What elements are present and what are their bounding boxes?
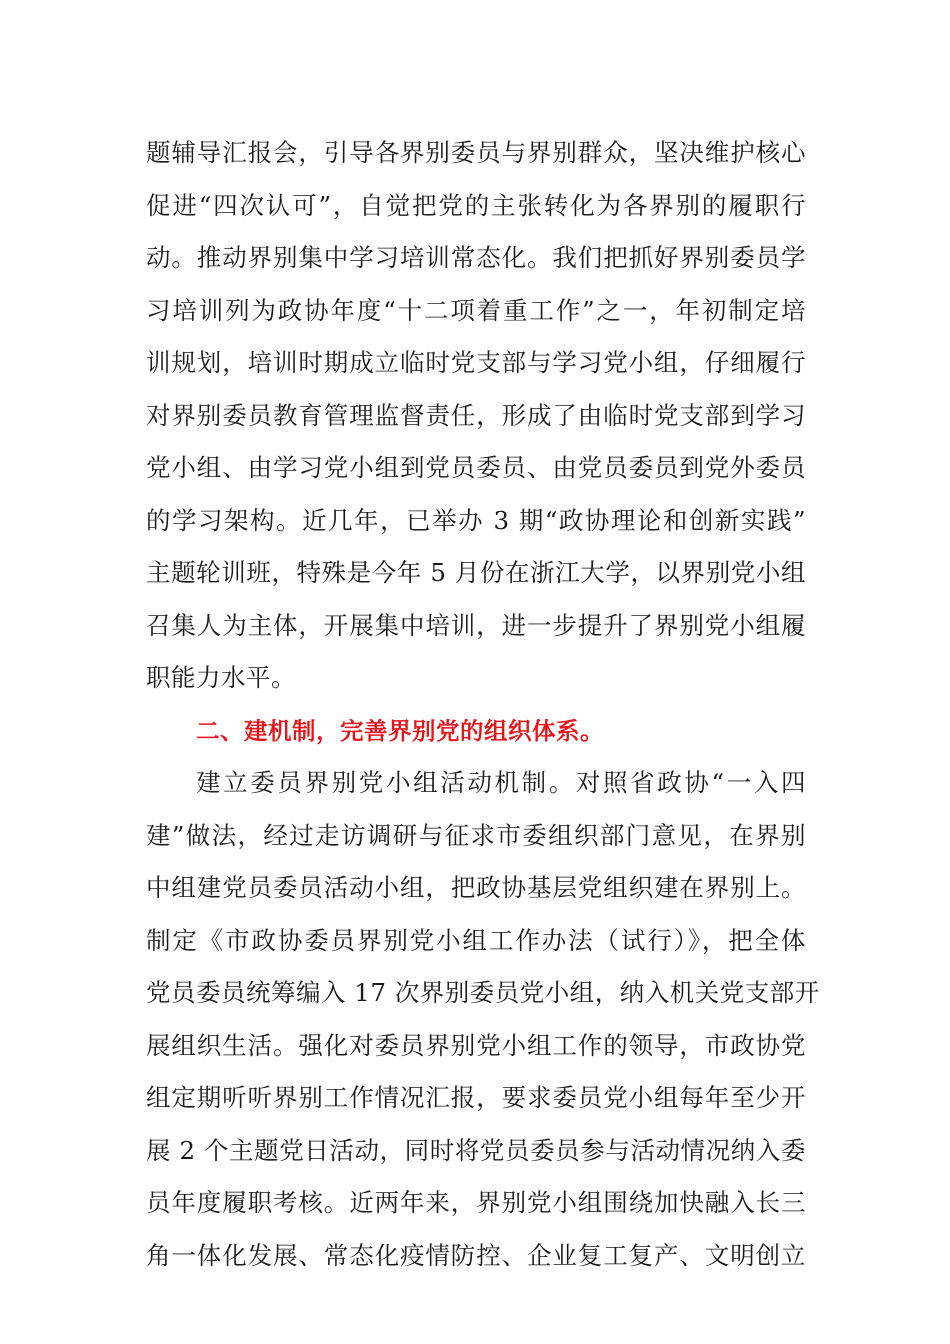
paragraph-2-line: 建”做法，经过走访调研与征求市委组织部门意见，在界别 [146, 820, 806, 850]
paragraph-2-line: 建立委员界别党小组活动机制。对照省政协“一入四 [196, 768, 806, 797]
paragraph-1-line: 题辅导汇报会，引导各界别委员与界别群众，坚决维护核心 [146, 138, 806, 167]
section-heading: 二、建机制，完善界别党的组织体系。 [196, 716, 604, 745]
paragraph-1-line: 召集人为主体，开展集中培训，进一步提升了界别党小组履 [146, 610, 806, 640]
paragraph-2-line: 制定《市政协委员界别党小组工作办法（试行）》，把全体 [146, 925, 806, 955]
paragraph-2-line: 展组织生活。强化对委员界别党小组工作的领导，市政协党 [146, 1030, 806, 1060]
paragraph-2-line: 角一体化发展、常态化疫情防控、企业复工复产、文明创立 [146, 1240, 806, 1270]
paragraph-1-line: 对界别委员教育管理监督责任，形成了由临时党支部到学习 [146, 400, 806, 430]
paragraph-2-line: 组定期听听界别工作情况汇报，要求委员党小组每年至少开 [146, 1083, 806, 1112]
paragraph-1-line: 的学习架构。近几年，已举办 3 期“政协理论和创新实践” [146, 505, 806, 535]
paragraph-1-line: 习培训列为政协年度“十二项着重工作”之一，年初制定培 [146, 295, 806, 325]
paragraph-1-line: 动。推动界别集中学习培训常态化。我们把抓好界别委员学 [146, 243, 806, 272]
paragraph-2-line: 党员委员统筹编入 17 次界别委员党小组，纳入机关党支部开 [146, 978, 820, 1007]
paragraph-1-line: 主题轮训班，特殊是今年 5 月份在浙江大学，以界别党小组 [146, 558, 806, 587]
document-body [146, 127, 820, 1282]
paragraph-2-line: 中组建党员委员活动小组，把政协基层党组织建在界别上。 [146, 873, 806, 902]
paragraph-2-line: 展 2 个主题党日活动，同时将党员委员参与活动情况纳入委 [146, 1135, 806, 1165]
paragraph-1-line: 训规划，培训时期成立临时党支部与学习党小组，仔细履行 [146, 348, 806, 377]
paragraph-2-line: 员年度履职考核。近两年来，界别党小组围绕加快融入长三 [146, 1188, 806, 1217]
paragraph-1-line: 职能力水平。 [146, 663, 296, 692]
paragraph-1-line: 党小组、由学习党小组到党员委员、由党员委员到党外委员 [146, 453, 806, 482]
paragraph-1-line: 促进“四次认可”，自觉把党的主张转化为各界别的履职行 [146, 190, 806, 220]
